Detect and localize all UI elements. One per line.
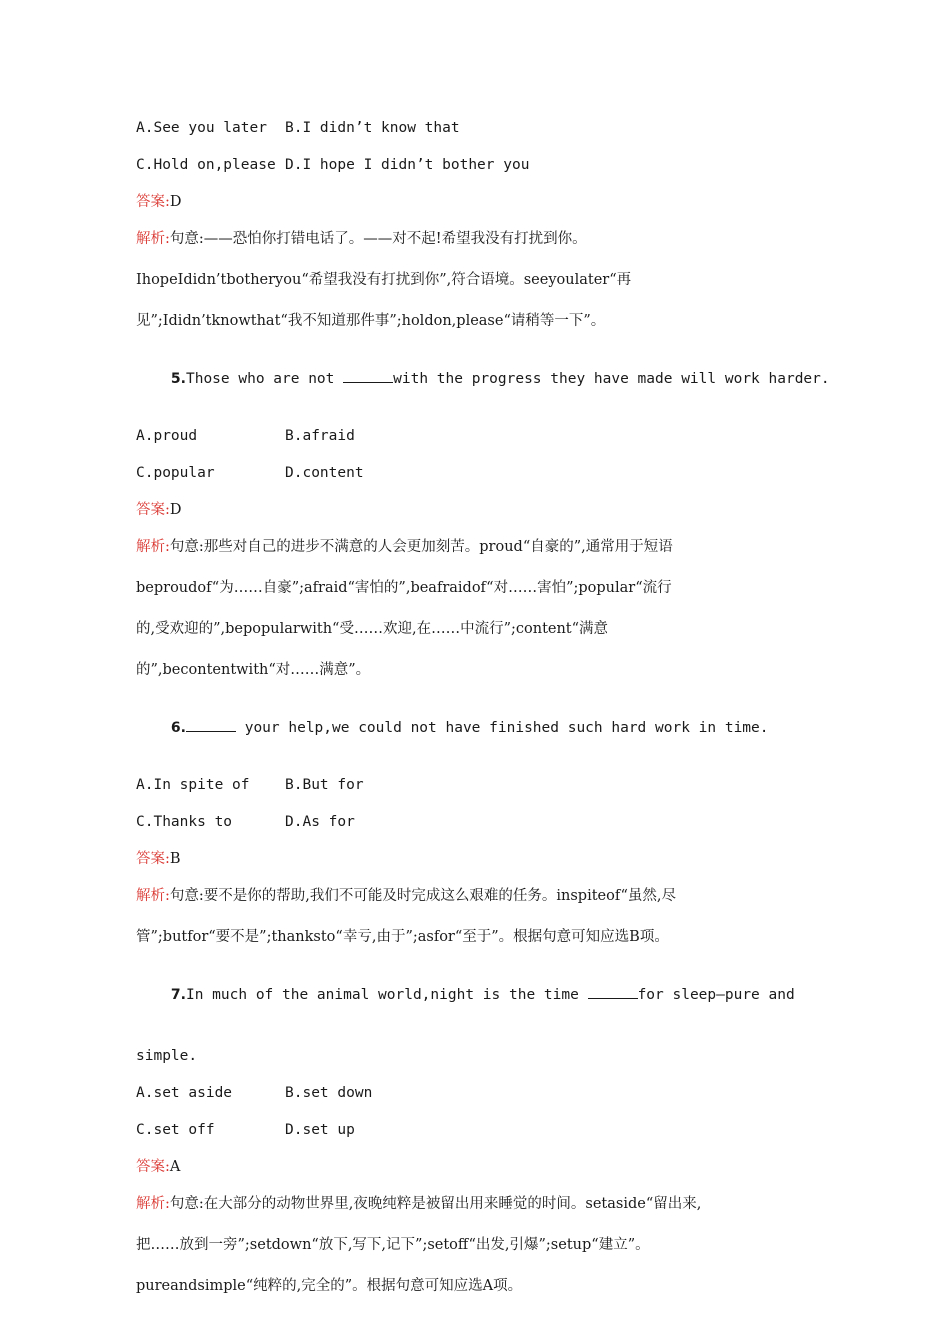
q7-answer-label: 答案: xyxy=(136,1159,170,1175)
q6-stem xyxy=(136,697,826,758)
q7-option-a: A.set aside xyxy=(136,1085,233,1101)
q7-stem-line-2: simple. xyxy=(136,1048,198,1064)
q4-option-c: C.Hold on,please xyxy=(136,157,276,173)
q6-options-row-2 xyxy=(136,812,826,832)
q5-analysis-line-3: 的,受欢迎的”,bepopularwith“受……欢迎,在……中流行”;content“满意 xyxy=(136,621,609,637)
q7-analysis-label: 解析: xyxy=(136,1196,170,1212)
q6-option-a: A.In spite of xyxy=(136,777,250,793)
q5-options-row-2 xyxy=(136,463,826,483)
q6-stem-after: your help,we could not have finished such hard work in time. xyxy=(235,720,769,736)
q7-options-row-2 xyxy=(136,1120,826,1140)
q4-analysis-line-3: 见”;Ididn’tknowthat“我不知道那件事”;holdon,please“请稍等一下”。 xyxy=(136,313,606,329)
q4-analysis-label: 解析: xyxy=(136,231,170,247)
q5-option-b: B.afraid xyxy=(285,428,355,444)
q5-stem-before: Those who are not xyxy=(185,371,344,387)
q7-answer xyxy=(136,1157,826,1177)
q6-options-row-1 xyxy=(136,775,826,795)
q6-option-c: C.Thanks to xyxy=(136,814,233,830)
q7-stem-after: for sleep—pure and xyxy=(637,987,795,1003)
q4-option-a: A.See you later xyxy=(136,120,267,136)
q6-option-d: D.As for xyxy=(285,814,355,830)
q6-analysis-label: 解析: xyxy=(136,888,170,904)
q5-analysis-text-1: 句意:那些对自己的进步不满意的人会更加刻苦。proud“自豪的”,通常用于短语 xyxy=(169,539,673,555)
q7-answer-value: A xyxy=(169,1159,181,1175)
q5-analysis-line-1 xyxy=(136,537,826,557)
q4-options-row-2 xyxy=(136,155,826,175)
q6-analysis-text-1: 句意:要不是你的帮助,我们不可能及时完成这么艰难的任务。inspiteof“虽然,尽 xyxy=(169,888,677,904)
q7-stem-before: In much of the animal world,night is the time xyxy=(185,987,588,1003)
q4-analysis-line-1 xyxy=(136,229,826,249)
q7-option-b: B.set down xyxy=(285,1085,373,1101)
q5-option-c: C.popular xyxy=(136,465,215,481)
q5-number: 5. xyxy=(170,371,186,387)
q5-analysis-label: 解析: xyxy=(136,539,170,555)
q4-answer-value: D xyxy=(169,194,182,210)
q5-analysis-line-2: beproudof“为……自豪”;afraid“害怕的”,beafraidof“对……害怕”;popular“流行 xyxy=(136,580,672,596)
q5-option-a: A.proud xyxy=(136,428,198,444)
q7-number: 7. xyxy=(170,987,186,1003)
q4-option-d: D.I hope I didn’t bother you xyxy=(285,157,530,173)
q7-options-row-1 xyxy=(136,1083,826,1103)
q7-analysis-line-2: 把……放到一旁”;setdown“放下,写下,记下”;setoff“出发,引爆”;setup“建立”。 xyxy=(136,1237,650,1253)
q7-option-c: C.set off xyxy=(136,1122,215,1138)
q7-stem xyxy=(136,964,826,1025)
q5-answer-label: 答案: xyxy=(136,502,170,518)
q4-answer xyxy=(136,192,826,212)
q4-analysis-line-2: IhopeIdidn’tbotheryou“希望我没有打扰到你”,符合语境。seeyoulater“再 xyxy=(136,272,632,288)
q5-stem-after: with the progress they have made will work harder. xyxy=(393,371,830,387)
q6-analysis-line-1 xyxy=(136,886,826,906)
q4-analysis-text-1: 句意:——恐怕你打错电话了。——对不起!希望我没有打扰到你。 xyxy=(169,231,587,247)
document-page xyxy=(136,118,830,1296)
q6-answer xyxy=(136,849,826,869)
q6-answer-value: B xyxy=(169,851,181,867)
q5-stem xyxy=(136,348,830,409)
q6-blank xyxy=(186,717,236,732)
q5-options-row-1 xyxy=(136,426,826,446)
q4-options-row-1 xyxy=(136,118,826,138)
q6-option-b: B.But for xyxy=(285,777,364,793)
q7-blank xyxy=(588,984,638,999)
q6-answer-label: 答案: xyxy=(136,851,170,867)
q7-option-d: D.set up xyxy=(285,1122,355,1138)
q7-analysis-line-1 xyxy=(136,1194,826,1214)
q5-option-d: D.content xyxy=(285,465,364,481)
q7-analysis-line-3: pureandsimple“纯粹的,完全的”。根据句意可知应选A项。 xyxy=(136,1278,523,1294)
q4-answer-label: 答案: xyxy=(136,194,170,210)
q7-analysis-text-1: 句意:在大部分的动物世界里,夜晚纯粹是被留出用来睡觉的时间。setaside“留出来, xyxy=(169,1196,702,1212)
q4-option-b: B.I didn’t know that xyxy=(285,120,460,136)
q6-analysis-line-2: 管”;butfor“要不是”;thanksto“幸亏,由于”;asfor“至于”。根据句意可知应选B项。 xyxy=(136,929,669,945)
q5-answer xyxy=(136,500,826,520)
q5-analysis-line-4: 的”,becontentwith“对……满意”。 xyxy=(136,662,371,678)
q5-answer-value: D xyxy=(169,502,182,518)
q6-number: 6. xyxy=(170,720,186,736)
q5-blank xyxy=(343,368,393,383)
